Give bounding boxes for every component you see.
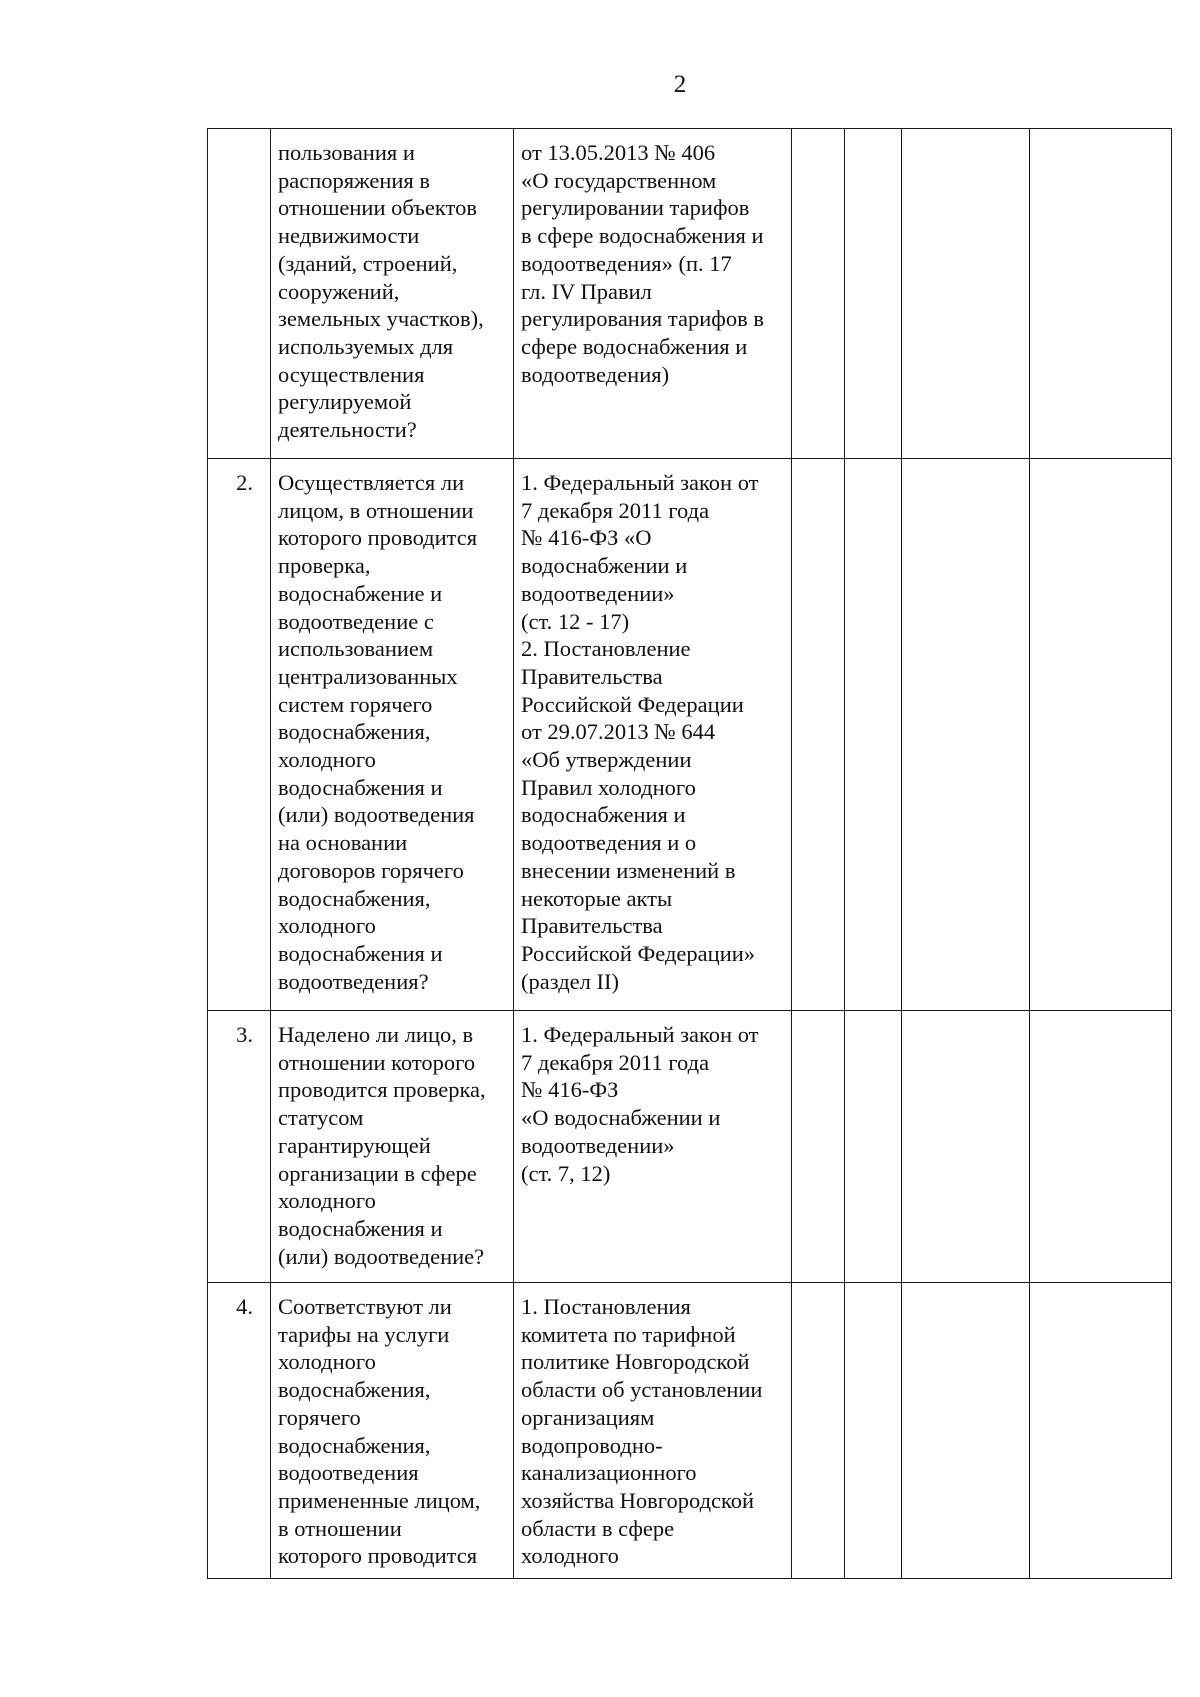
- answer-yes-cell: [792, 1011, 845, 1283]
- table-row: [208, 459, 1172, 1011]
- answer-no-cell: [845, 459, 902, 1011]
- question-cell: [271, 1011, 514, 1283]
- reference-line: 1. Постановления: [521, 1294, 691, 1319]
- reference-line: от 13.05.2013 № 406: [521, 140, 716, 165]
- question-line: Соответствуют ли: [278, 1294, 452, 1319]
- reference-line: сфере водоснабжения и: [521, 333, 748, 359]
- question-line: договоров горячего: [278, 857, 464, 883]
- question-line: (зданий, строений,: [278, 250, 458, 276]
- question-line: водоснабжения и: [278, 940, 443, 966]
- question-line: водоснабжение и: [278, 580, 443, 606]
- answer-no-cell: [845, 1011, 902, 1283]
- reference-line: хозяйства Новгородской: [521, 1487, 755, 1513]
- question-line: лицом, в отношении: [278, 497, 474, 523]
- question-line: регулируемой: [278, 389, 412, 415]
- notes-cell: [1030, 1283, 1172, 1579]
- reference-line: комитета по тарифной: [521, 1321, 736, 1347]
- reference-line: внесении изменений в: [521, 857, 736, 883]
- reference-line: «О водоснабжении и: [521, 1105, 721, 1131]
- legal-reference-cell: [514, 129, 792, 459]
- reference-line: регулировании тарифов: [521, 195, 750, 221]
- question-line: водоснабжения и: [278, 774, 443, 800]
- question-line: которого проводится: [278, 1543, 478, 1569]
- question-line: примененные лицом,: [278, 1487, 481, 1513]
- question-line: в отношении: [278, 1515, 402, 1541]
- question-line: холодного: [278, 747, 376, 773]
- not-applicable-cell: [902, 129, 1030, 459]
- reference-line: организациям: [521, 1404, 655, 1430]
- reference-line: водоснабжении и: [521, 553, 688, 579]
- reference-line: 2. Постановление: [521, 636, 691, 662]
- reference-line: в сфере водоснабжения и: [521, 223, 764, 249]
- question-line: использованием: [278, 636, 434, 662]
- question-line: водоотведения?: [278, 968, 429, 994]
- question-line: деятельности?: [278, 417, 417, 443]
- reference-line: политике Новгородской: [521, 1349, 750, 1375]
- question-line: на основании: [278, 830, 408, 856]
- question-line: холодного: [278, 1349, 376, 1375]
- question-line: (или) водоотведения: [278, 802, 475, 828]
- reference-line: регулирования тарифов в: [521, 306, 764, 332]
- reference-line: Правил холодного: [521, 774, 696, 800]
- table-row: [208, 129, 1172, 459]
- question-line: систем горячего: [278, 691, 433, 717]
- question-line: пользования и: [278, 140, 415, 165]
- legal-reference-cell: [514, 459, 792, 1011]
- reference-line: водопроводно-: [521, 1432, 663, 1458]
- reference-line: водоотведения и о: [521, 830, 697, 856]
- reference-line: № 416-ФЗ «О: [521, 525, 652, 551]
- answer-no-cell: [845, 1283, 902, 1579]
- table-row: [208, 1011, 1172, 1283]
- checklist-table: [207, 128, 1172, 1579]
- question-line: водоотведение с: [278, 608, 434, 634]
- reference-line: (ст. 12 - 17): [521, 608, 630, 634]
- question-line: (или) водоотведение?: [278, 1243, 485, 1269]
- question-line: земельных участков),: [278, 306, 484, 332]
- question-line: водоснабжения,: [278, 1432, 431, 1458]
- question-line: осуществления: [278, 361, 425, 387]
- reference-line: «О государственном: [521, 167, 717, 193]
- reference-line: водоснабжения и: [521, 802, 686, 828]
- question-line: распоряжения в: [278, 167, 431, 193]
- reference-line: области в сфере: [521, 1515, 675, 1541]
- row-number-cell: [208, 129, 271, 459]
- question-line: водоснабжения,: [278, 719, 431, 745]
- question-line: которого проводится: [278, 525, 478, 551]
- notes-cell: [1030, 129, 1172, 459]
- legal-reference-cell: [514, 1011, 792, 1283]
- answer-yes-cell: [792, 459, 845, 1011]
- reference-line: (раздел II): [521, 968, 619, 994]
- reference-line: Правительства: [521, 913, 663, 939]
- question-line: водоснабжения,: [278, 885, 431, 911]
- reference-line: водоотведения» (п. 17: [521, 250, 732, 276]
- notes-cell: [1030, 459, 1172, 1011]
- question-line: отношении которого: [278, 1049, 476, 1075]
- question-cell: [271, 1283, 514, 1579]
- reference-line: 7 декабря 2011 года: [521, 1049, 710, 1075]
- question-line: холодного: [278, 913, 376, 939]
- reference-line: Российской Федерации»: [521, 940, 756, 966]
- question-line: Осуществляется ли: [278, 470, 465, 495]
- reference-line: 7 декабря 2011 года: [521, 497, 710, 523]
- reference-line: 1. Федеральный закон от: [521, 470, 759, 495]
- question-line: проверка,: [278, 553, 371, 579]
- not-applicable-cell: [902, 459, 1030, 1011]
- question-cell: [271, 459, 514, 1011]
- reference-line: от 29.07.2013 № 644: [521, 719, 716, 745]
- row-number-cell: 2.: [208, 459, 271, 1011]
- reference-line: 1. Федеральный закон от: [521, 1022, 759, 1047]
- reference-line: Правительства: [521, 663, 663, 689]
- question-line: водоотведения: [278, 1460, 419, 1486]
- reference-line: канализационного: [521, 1460, 697, 1486]
- question-line: гарантирующей: [278, 1132, 431, 1158]
- row-number-cell: 4.: [208, 1283, 271, 1579]
- question-line: водоснабжения,: [278, 1377, 431, 1403]
- answer-yes-cell: [792, 129, 845, 459]
- question-line: статусом: [278, 1105, 364, 1131]
- reference-line: водоотведения): [521, 361, 670, 387]
- question-line: организации в сфере: [278, 1160, 477, 1186]
- not-applicable-cell: [902, 1283, 1030, 1579]
- question-line: водоснабжения и: [278, 1215, 443, 1241]
- legal-reference-cell: [514, 1283, 792, 1579]
- reference-line: № 416-ФЗ: [521, 1077, 619, 1103]
- reference-line: водоотведении»: [521, 1132, 675, 1158]
- reference-line: холодного: [521, 1543, 619, 1569]
- page-number: 2: [673, 71, 687, 98]
- question-line: используемых для: [278, 333, 454, 359]
- table-row: [208, 1283, 1172, 1579]
- question-line: отношении объектов: [278, 195, 477, 221]
- question-line: проводится проверка,: [278, 1077, 486, 1103]
- question-cell: [271, 129, 514, 459]
- notes-cell: [1030, 1011, 1172, 1283]
- not-applicable-cell: [902, 1011, 1030, 1283]
- question-line: холодного: [278, 1188, 376, 1214]
- question-line: недвижимости: [278, 223, 420, 249]
- question-line: Наделено ли лицо, в: [278, 1022, 474, 1047]
- reference-line: Российской Федерации: [521, 691, 744, 717]
- answer-yes-cell: [792, 1283, 845, 1579]
- reference-line: гл. IV Правил: [521, 278, 652, 304]
- question-line: тарифы на услуги: [278, 1321, 450, 1347]
- answer-no-cell: [845, 129, 902, 459]
- reference-line: (ст. 7, 12): [521, 1160, 611, 1186]
- reference-line: области об установлении: [521, 1377, 763, 1403]
- question-line: горячего: [278, 1404, 361, 1430]
- question-line: централизованных: [278, 663, 458, 689]
- reference-line: некоторые акты: [521, 885, 673, 911]
- reference-line: водоотведении»: [521, 580, 675, 606]
- row-number-cell: 3.: [208, 1011, 271, 1283]
- question-line: сооружений,: [278, 278, 400, 304]
- reference-line: «Об утверждении: [521, 747, 692, 773]
